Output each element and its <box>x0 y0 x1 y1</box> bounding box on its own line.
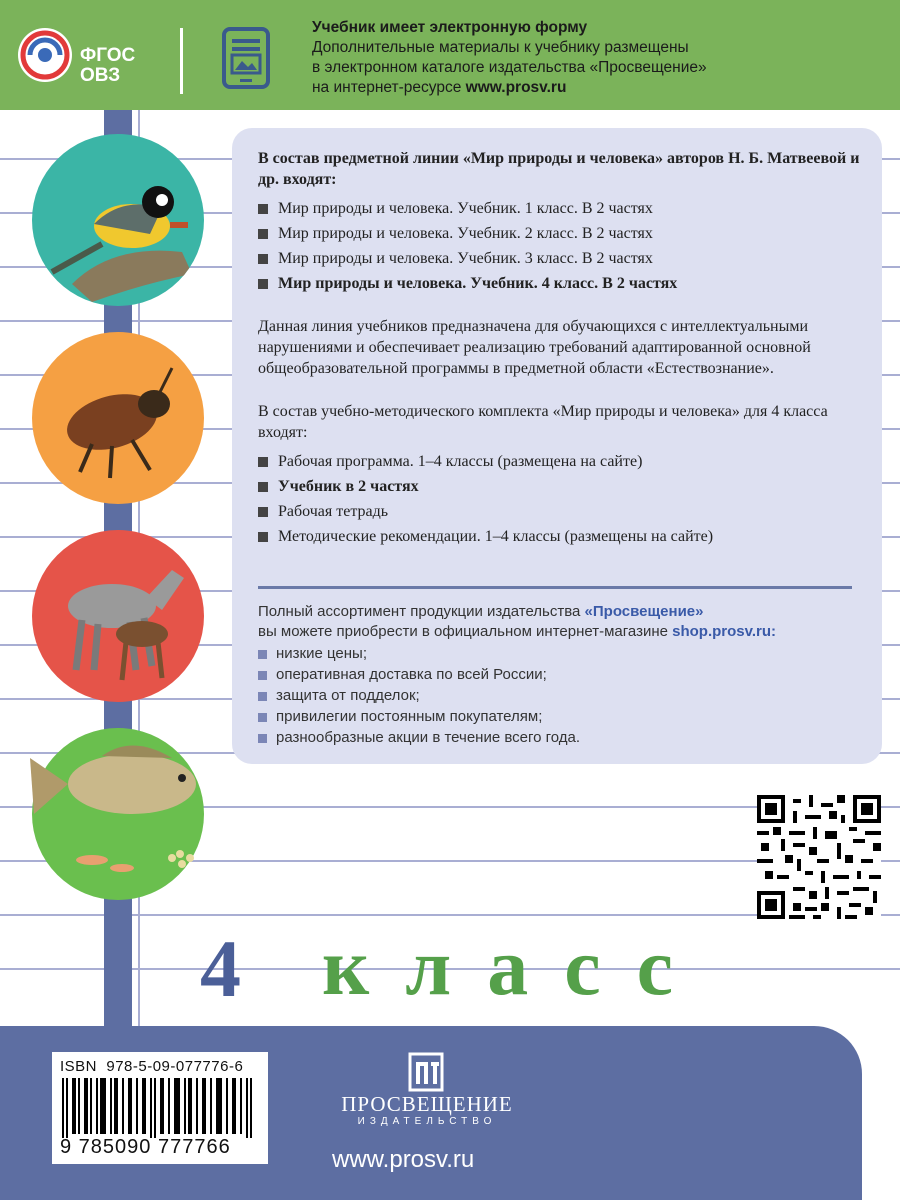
titmouse-bird-icon <box>32 134 204 306</box>
series-description: Данная линия учебников предназначена для обучающихся с интеллектуальными нарушениями и обеспечивает реализацию требований адаптированной основной общеобразовательной программы в предметной области «Естествознание». <box>258 318 811 377</box>
books-list <box>258 198 870 294</box>
fgos-label <box>80 46 135 86</box>
panel-divider <box>258 586 852 589</box>
kit-item: Методические рекомендации. 1–4 классы (размещены на сайте) <box>278 528 714 545</box>
fish-circle <box>32 728 204 900</box>
list-item <box>258 526 870 547</box>
bullet-icon <box>258 713 267 722</box>
list-item <box>258 644 858 664</box>
isbn-number: 978-5-09-077776-6 <box>106 1058 244 1075</box>
bullet-icon <box>258 650 267 659</box>
benefit-text: разнообразные акции в течение всего года. <box>276 729 581 746</box>
bullet-icon <box>258 482 268 492</box>
grade-number: 4 <box>200 923 241 1014</box>
top-divider <box>180 28 183 94</box>
publisher-logo-icon <box>406 1052 446 1092</box>
barcode-icon <box>60 1078 260 1138</box>
shop-line1-prefix: Полный ассортимент продукции издательства <box>258 603 585 620</box>
kit-item: Учебник в 2 частях <box>278 478 419 495</box>
list-item <box>258 665 858 685</box>
benefit-text: низкие цены; <box>276 645 367 662</box>
bullet-icon <box>258 457 268 467</box>
list-item <box>258 451 870 472</box>
bullet-icon <box>258 204 268 214</box>
benefit-text: защита от подделок; <box>276 687 420 704</box>
list-item <box>258 707 858 727</box>
kit-item: Рабочая тетрадь <box>278 503 389 520</box>
shop-brand: «Просвещение» <box>584 603 704 620</box>
beetle-icon <box>32 332 204 504</box>
grade-word: класс <box>322 921 710 1012</box>
publisher-subtitle: ИЗДАТЕЛЬСТВО <box>357 1116 497 1127</box>
shop-line2-prefix: вы можете приобрести в официальном интернет-магазине <box>258 623 673 640</box>
bullet-icon <box>258 229 268 239</box>
shop-benefits-list <box>258 644 858 748</box>
kit-list <box>258 451 870 547</box>
publisher-url-link[interactable]: www.prosv.ru <box>332 1146 475 1173</box>
list-item <box>258 476 870 497</box>
isbn-label: ISBN <box>60 1058 98 1075</box>
kit-item: Рабочая программа. 1–4 классы (размещена на сайте) <box>278 453 643 470</box>
benefit-text: оперативная доставка по всей России; <box>276 666 547 683</box>
bullet-icon <box>258 279 268 289</box>
list-item <box>258 248 870 269</box>
list-item <box>258 501 870 522</box>
book-title: Мир природы и человека. Учебник. 2 класс. В 2 частях <box>278 225 653 242</box>
ebook-line4-prefix: на интернет-ресурсе <box>312 79 466 96</box>
book-title: Мир природы и человека. Учебник. 3 класс. В 2 частях <box>278 250 653 267</box>
series-intro: В состав предметной линии «Мир природы и человека» авторов Н. Б. Матвеевой и др. входят: <box>258 150 860 188</box>
qr-code-icon[interactable] <box>757 795 881 919</box>
barcode-number: 9 785090 777766 <box>60 1136 231 1158</box>
book-title-current: Мир природы и человека. Учебник. 4 класс. В 2 частях <box>278 275 678 292</box>
ebook-url-link[interactable]: www.prosv.ru <box>465 79 567 96</box>
publisher-name: ПРОСВЕЩЕНИЕ <box>341 1092 513 1116</box>
horse-circle <box>32 530 204 702</box>
book-title: Мир природы и человека. Учебник. 1 класс. В 2 частях <box>278 200 653 217</box>
bird-circle <box>32 134 204 306</box>
fgos-logo-icon <box>18 28 72 82</box>
kit-intro: В состав учебно-методического комплекта «Мир природы и человека» для 4 класса входят: <box>258 403 828 441</box>
ebook-title: Учебник имеет электронную форму <box>312 19 588 36</box>
beetle-circle <box>32 332 204 504</box>
tablet-ebook-icon <box>222 27 270 89</box>
shop-info <box>258 602 858 749</box>
bullet-icon <box>258 532 268 542</box>
list-item <box>258 223 870 244</box>
shop-line2 <box>258 622 858 642</box>
list-item <box>258 686 858 706</box>
benefit-text: привилегии постоянным покупателям; <box>276 708 543 725</box>
ebook-info <box>312 18 872 98</box>
ebook-line3: в электронном каталоге издательства «Просвещение» <box>312 59 707 76</box>
bullet-icon <box>258 692 267 701</box>
ebook-line4 <box>312 78 872 98</box>
bullet-icon <box>258 734 267 743</box>
isbn <box>60 1058 243 1075</box>
bullet-icon <box>258 507 268 517</box>
ebook-line2: Дополнительные материалы к учебнику размещены <box>312 39 689 56</box>
list-item <box>258 198 870 219</box>
carp-fish-icon <box>22 728 222 900</box>
fgos-line1: ФГОС <box>80 45 136 66</box>
list-item <box>258 728 858 748</box>
horse-icon <box>32 530 204 702</box>
bullet-icon <box>258 254 268 264</box>
bullet-icon <box>258 671 267 680</box>
shop-line1 <box>258 602 858 622</box>
list-item <box>258 273 870 294</box>
series-info <box>258 148 870 551</box>
shop-url-link[interactable]: shop.prosv.ru: <box>672 623 777 640</box>
fgos-line2: ОВЗ <box>80 65 121 86</box>
